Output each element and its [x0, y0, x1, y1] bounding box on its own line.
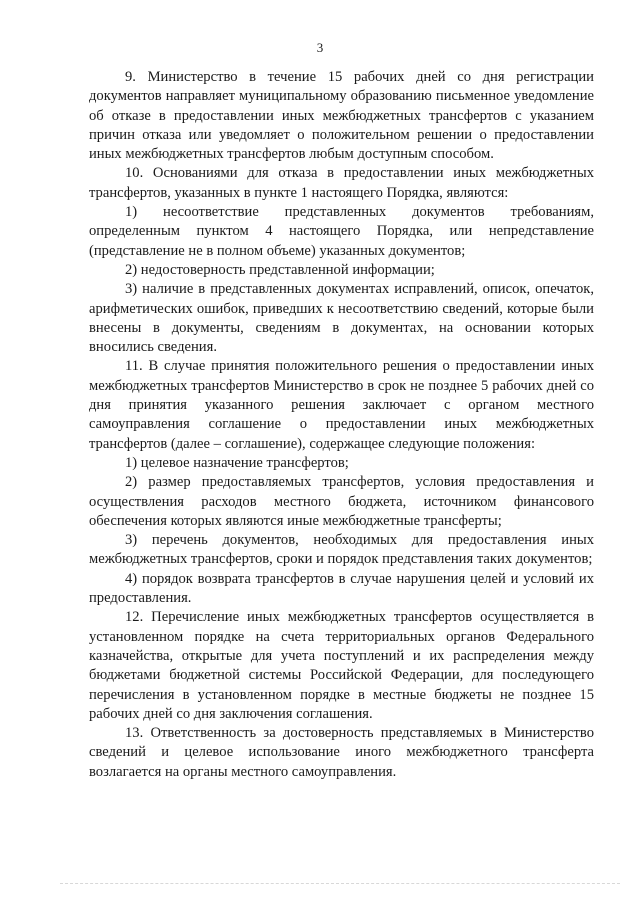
paragraph-item-11: 11. В случае принятия положительного решения о предоставлении иных межбюджетных трансфертов Министерство в срок не позднее 5 рабочих дней со дня принятия указанного решения заключает с органом местного самоуправления соглашение о предоставлении иных межбюджетных трансфертов (далее – соглашение), содержащее следующие положения: [89, 358, 594, 452]
paragraph-item-10: 10. Основаниями для отказа в предоставлении иных межбюджетных трансфертов, указанных в пункте 1 настоящего Порядка, являются: [89, 165, 594, 201]
document-body [89, 68, 594, 782]
paragraph-item-13: 13. Ответственность за достоверность представляемых в Министерство сведений и целевое использование иного межбюджетного трансферта возлагается на органы местного самоуправления. [89, 725, 594, 780]
paragraph-item-9: 9. Министерство в течение 15 рабочих дней со дня регистрации документов направляет муниципальному образованию письменное уведомление об отказе в предоставлении иных межбюджетных трансфертов с указанием причин отказа или уведомляет о положительном решении о предоставлении иных межбюджетных трансфертов любым доступным способом. [89, 69, 594, 163]
paragraph-item-12: 12. Перечисление иных межбюджетных трансфертов осуществляется в установленном порядке на счета территориальных органов Федерального казначейства, открытые для учета поступлений и их распределения между бюджетами бюджетной системы Российской Федерации, для последующего перечисления в установленном порядке в местные бюджеты не позднее 15 рабочих дней со дня заключения соглашения. [89, 609, 594, 722]
list-item-11-1: 1) целевое назначение трансфертов; [125, 454, 349, 471]
scan-artifact-divider [60, 883, 620, 890]
page-number: 3 [316, 40, 324, 55]
list-item-11-4: 4) порядок возврата трансфертов в случае нарушения целей и условий их предоставления. [89, 570, 594, 607]
list-item-11-2: 2) размер предоставляемых трансфертов, условия предоставления и осуществления расходов местного бюджета, источником финансового обеспечения которых являются иные межбюджетные трансферты; [89, 474, 594, 529]
list-item-10-3: 3) наличие в представленных документах исправлений, описок, опечаток, арифметических ошибок, приведших к несоответствию сведений, которые были внесены в документы, сведениям в документах, на основании которых вносились сведения. [89, 281, 594, 356]
list-item-10-1: 1) несоответствие представленных документов требованиям, определенным пунктом 4 настоящего Порядка, или непредставление (представление не в полном объеме) указанных документов; [89, 204, 594, 259]
list-item-10-2: 2) недостоверность представленной информации; [125, 261, 435, 278]
list-item-11-3: 3) перечень документов, необходимых для предоставления иных межбюджетных трансфертов, сроки и порядок представления таких документов; [89, 532, 594, 568]
